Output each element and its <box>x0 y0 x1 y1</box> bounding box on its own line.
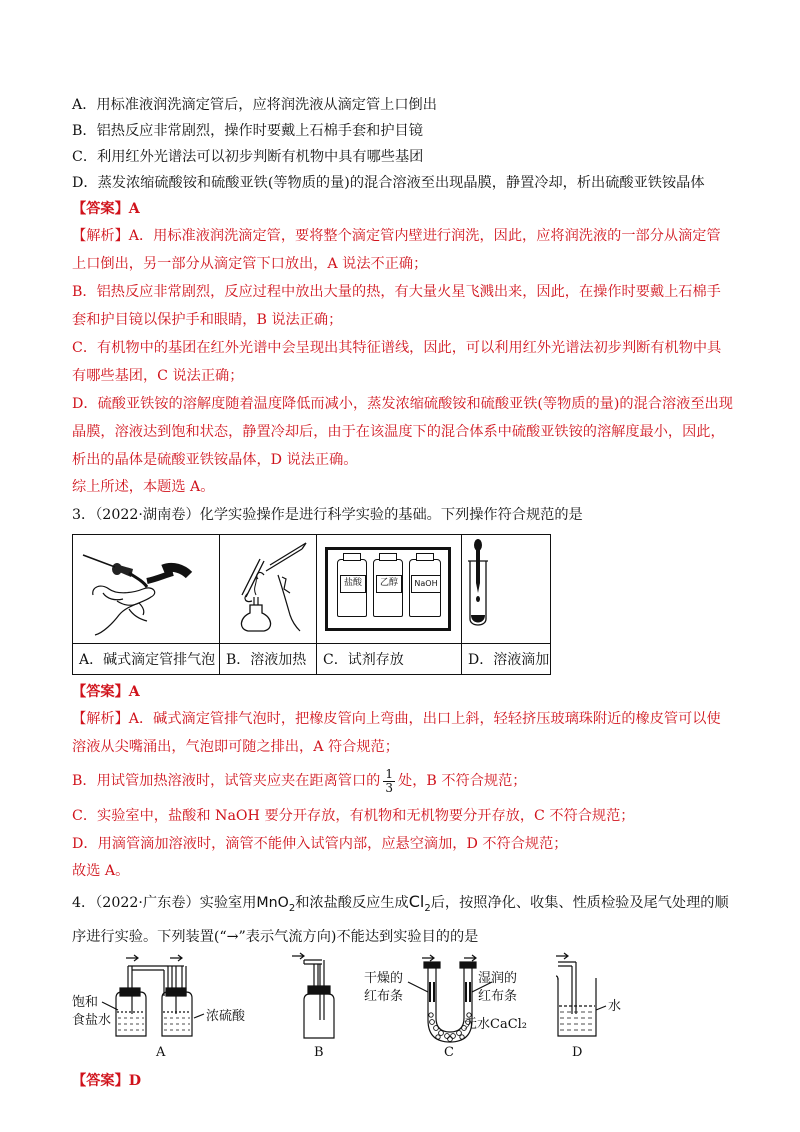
q2-option-c: C．利用红外光谱法可以初步判断有机物中具有哪些基团 <box>72 149 424 165</box>
q4-answer: 【答案】D <box>72 1073 142 1090</box>
analysis-line: D．用滴管滴加溶液时，滴管不能伸入试管内部，应悬空滴加，D 不符合规范； <box>72 836 568 852</box>
analysis-line: C．有机物中的基团在红外光谱中会呈现出其特征谱线，因此，可以利用红外光谱法初步判断有机物中具 <box>72 340 722 356</box>
analysis-line: 【解析】A．碱式滴定管排气泡时，把橡皮管向上弯曲，出口上斜，轻轻挤压玻璃珠附近的橡皮管可以使 <box>72 711 721 727</box>
analysis-line: C．实验室中，盐酸和 NaOH 要分开存放，有机物和无机物要分开存放，C 不符合规范； <box>72 808 635 824</box>
bottle-label-ethanol: 乙醇 <box>376 575 402 593</box>
d-letter: D <box>572 1045 583 1061</box>
q3-option-a: A．碱式滴定管排气泡 <box>73 644 220 675</box>
q3-options-table <box>72 534 551 675</box>
q4-stem-line-1 <box>72 887 732 924</box>
analysis-b-pre: B．用试管加热溶液时，试管夹应夹在距离管口的 <box>72 773 381 789</box>
fraction-numerator: 1 <box>385 766 394 781</box>
q3-option-c: C．试剂存放 <box>317 644 462 675</box>
q3-option-b: B．溶液加热 <box>220 644 317 675</box>
d-label: 水 <box>608 999 622 1015</box>
b-letter: B <box>314 1045 324 1061</box>
q3-option-d: D．溶液滴加 <box>462 644 551 675</box>
q2-option-b: B．铝热反应非常剧烈，操作时要戴上石棉手套和护目镜 <box>72 123 423 139</box>
bottle-label-hcl: 盐酸 <box>340 575 366 593</box>
dropper-test-tube-icon <box>462 535 550 639</box>
q4-stem-post: 后，按照净化、收集、性质检验及尾气处理的顺 <box>430 895 729 911</box>
a-left-label-1: 饱和 <box>72 995 99 1011</box>
c-right-label-2: 红布条 <box>478 989 518 1005</box>
formula-cl2 <box>408 892 431 915</box>
q3-image-b <box>220 535 317 644</box>
formula-cl2-sub: 2 <box>424 903 431 915</box>
c-bottom-label: 无水CaCl₂ <box>464 1017 528 1033</box>
analysis-line: 上口倒出，另一部分从滴定管下口放出，A 说法不正确； <box>72 256 428 272</box>
formula-mno2-base: MnO <box>256 895 289 911</box>
q2-answer: 【答案】A <box>72 201 140 217</box>
analysis-conclusion: 故选 A。 <box>72 863 130 879</box>
analysis-line: B．铝热反应非常剧烈，反应过程中放出大量的热，有大量火星飞溅出来，因此，在操作时要戴上石棉手 <box>72 284 721 300</box>
fraction-denominator: 3 <box>385 780 394 795</box>
q3-stem: 3．（2022·湖南卷）化学实验操作是进行科学实验的基础。下列操作符合规范的是 <box>72 507 583 523</box>
q3-analysis <box>72 705 732 885</box>
analysis-line: 溶液从尖嘴涌出，气泡即可随之排出，A 符合规范； <box>72 739 399 755</box>
a-left-label-2: 食盐水 <box>72 1013 112 1029</box>
analysis-line-b <box>72 761 732 801</box>
a-right-label: 浓硫酸 <box>206 1009 246 1025</box>
bottle-label-naoh: NaOH <box>411 575 441 593</box>
burette-bubble-icon <box>73 535 219 639</box>
q2-options <box>72 92 732 196</box>
q3-image-a <box>73 535 220 644</box>
a-letter: A <box>156 1045 166 1061</box>
q4-stem-mid: 和浓盐酸反应生成 <box>295 895 409 911</box>
c-left-label-1: 干燥的 <box>364 971 404 987</box>
apparatus-b <box>292 953 334 1038</box>
q3-answer: 【答案】A <box>72 684 140 700</box>
apparatus-d <box>556 953 606 1036</box>
formula-mno2-sub: 2 <box>288 902 296 914</box>
c-left-label-2: 红布条 <box>364 989 404 1005</box>
q3-image-d <box>462 535 551 644</box>
heating-test-tube-icon <box>220 535 316 639</box>
analysis-line: D．硫酸亚铁铵的溶解度随着温度降低而减小，蒸发浓缩硫酸铵和硫酸亚铁(等物质的量)的混合溶液至出现 <box>72 396 733 412</box>
q4-stem-line-2: 序进行实验。下列装置(“→”表示气流方向)不能达到实验目的的是 <box>72 929 479 946</box>
gas-apparatus-diagram <box>72 952 632 1068</box>
q4-apparatus-figure <box>72 952 732 1068</box>
c-right-label-1: 湿润的 <box>478 971 518 987</box>
q2-option-d: D．蒸发浓缩硫酸铵和硫酸亚铁(等物质的量)的混合溶液至出现晶膜，静置冷却，析出硫酸亚铁铵晶体 <box>72 175 705 191</box>
q2-option-a: A．用标准液润洗滴定管后，应将润洗液从滴定管上口倒出 <box>72 97 437 113</box>
q2-analysis <box>72 222 732 500</box>
q3-image-c <box>317 535 462 644</box>
analysis-line: 晶膜，溶液达到饱和状态，静置冷却后，由于在该温度下的混合体系中硫酸亚铁铵的溶解度最小，因此， <box>72 424 725 440</box>
document-page <box>72 92 732 1094</box>
analysis-line: 综上所述，本题选 A。 <box>72 479 215 495</box>
fraction-one-third <box>383 768 395 795</box>
q4-stem-pre: 4．（2022·广东卷）实验室用 <box>72 895 257 911</box>
analysis-line: 套和护目镜以保护手和眼睛，B 说法正确； <box>72 312 343 328</box>
c-letter: C <box>444 1045 454 1061</box>
analysis-line: 【解析】A．用标准液润洗滴定管，要将整个滴定管内壁进行润洗，因此，应将润洗液的一部分从滴定管 <box>72 228 721 244</box>
formula-cl2-base: Cl <box>408 892 425 911</box>
analysis-line: 析出的晶体是硫酸亚铁铵晶体，D 说法正确。 <box>72 452 358 468</box>
analysis-line: 有哪些基团，C 说法正确； <box>72 368 244 384</box>
formula-mno2 <box>256 895 296 914</box>
apparatus-a <box>102 955 204 1036</box>
analysis-b-post: 处，B 不符合规范； <box>398 773 527 789</box>
